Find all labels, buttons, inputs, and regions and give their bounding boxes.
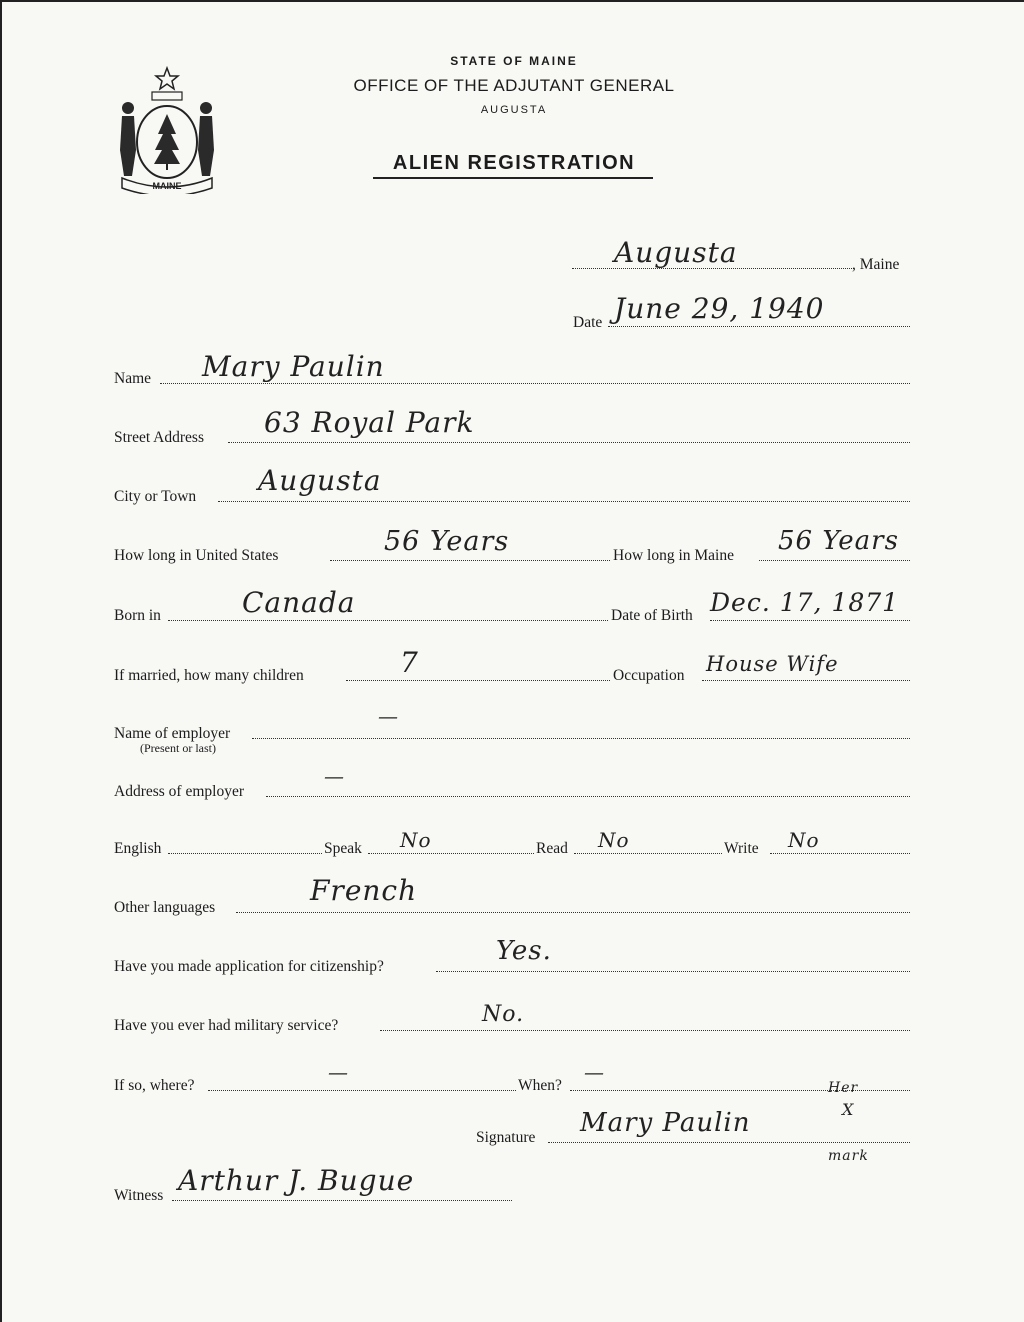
how-long-maine-label: How long in Maine: [613, 547, 734, 564]
date-line: [608, 326, 910, 327]
occupation-line: [702, 680, 910, 681]
where-line: [208, 1090, 516, 1091]
signature-label: Signature: [476, 1129, 536, 1146]
citizenship-line: [436, 971, 910, 972]
other-languages-label: Other languages: [114, 899, 216, 916]
english-line: [168, 853, 322, 854]
military-value: No.: [482, 1002, 525, 1027]
employer-address-label: Address of employer: [114, 783, 244, 800]
read-line: [574, 853, 722, 854]
witness-line: [172, 1200, 512, 1201]
other-languages-line: [236, 912, 910, 913]
street-address-line: [228, 442, 910, 443]
place-suffix: , Maine: [852, 256, 900, 273]
street-address-label: Street Address: [114, 429, 204, 446]
street-address-value: 63 Royal Park: [264, 406, 475, 439]
signature-note-her: Her: [828, 1080, 859, 1096]
write-label: Write: [724, 840, 759, 857]
employer-name-label: Name of employer: [114, 725, 231, 742]
when-line: [570, 1090, 910, 1091]
witness-value: Arthur J. Bugue: [178, 1164, 415, 1197]
read-value: No: [598, 828, 630, 852]
where-value: —: [328, 1060, 349, 1084]
children-value: 7: [400, 646, 419, 679]
occupation-label: Occupation: [613, 667, 685, 684]
how-long-us-value: 56 Years: [384, 526, 510, 557]
date-label: Date: [573, 314, 603, 331]
date-value: June 29, 1940: [614, 292, 825, 325]
date-of-birth-label: Date of Birth: [611, 607, 693, 624]
born-in-label: Born in: [114, 607, 161, 624]
employer-name-line: [252, 738, 910, 739]
read-label: Read: [536, 840, 568, 857]
speak-value: No: [400, 828, 432, 852]
write-line: [770, 853, 910, 854]
born-in-value: Canada: [242, 586, 356, 619]
name-value: Mary Paulin: [202, 350, 385, 383]
military-line: [380, 1030, 910, 1031]
employer-address-value: —: [324, 764, 345, 788]
signature-value: Mary Paulin: [580, 1108, 751, 1138]
speak-label: Speak: [324, 840, 362, 857]
employer-name-value: —: [378, 704, 399, 728]
employer-address-line: [266, 796, 910, 797]
write-value: No: [788, 828, 820, 852]
city-line: [218, 501, 910, 502]
speak-line: [368, 853, 534, 854]
name-line: [160, 383, 910, 384]
military-label: Have you ever had military service?: [114, 1017, 339, 1034]
citizenship-label: Have you made application for citizenship?: [114, 958, 384, 975]
employer-name-sublabel: (Present or last): [140, 741, 216, 755]
signature-note-mark-x: X: [842, 1100, 855, 1119]
witness-label: Witness: [114, 1187, 164, 1204]
header-city: AUGUSTA: [480, 104, 548, 116]
date-of-birth-value: Dec. 17, 1871: [710, 588, 900, 617]
how-long-maine-value: 56 Years: [778, 526, 899, 556]
seal-banner-text: MAINE: [152, 181, 182, 191]
how-long-maine-line: [759, 560, 910, 561]
children-line: [346, 680, 610, 681]
citizenship-value: Yes.: [496, 936, 552, 966]
header-state: STATE OF MAINE: [450, 54, 578, 68]
other-languages-value: French: [310, 874, 418, 907]
english-label: English: [114, 840, 162, 857]
when-label: When?: [518, 1077, 562, 1094]
how-long-us-line: [330, 560, 610, 561]
signature-line: [548, 1142, 910, 1143]
header-office: OFFICE OF THE ADJUTANT GENERAL: [353, 76, 675, 95]
signature-note-mark: mark: [828, 1148, 869, 1164]
when-value: —: [584, 1060, 605, 1084]
title-underline: [373, 177, 653, 179]
how-long-us-label: How long in United States: [114, 547, 279, 564]
occupation-value: House Wife: [706, 652, 839, 676]
name-label: Name: [114, 370, 152, 387]
children-label: If married, how many children: [114, 667, 304, 684]
form-title: ALIEN REGISTRATION: [392, 152, 636, 174]
born-in-line: [168, 620, 608, 621]
place-value: Augusta: [614, 236, 738, 269]
city-value: Augusta: [258, 464, 382, 497]
where-label: If so, where?: [114, 1077, 195, 1094]
city-label: City or Town: [114, 488, 197, 505]
date-of-birth-line: [710, 620, 910, 621]
